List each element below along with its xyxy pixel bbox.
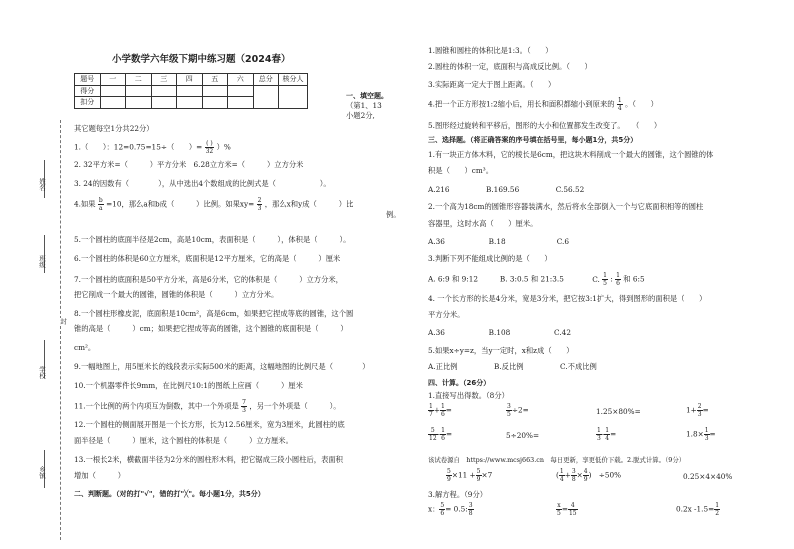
- watermark-and-subheading: 该试卷源自 https://www.mcsj663.cn 每日更新，享更低价下载。2.脱式计算。（9分）: [428, 456, 686, 464]
- calc-item: 1+ $\frac{2}{3}$ =: [686, 403, 709, 418]
- score-cell[interactable]: [100, 85, 126, 97]
- choice-5: 5.如果x÷y=z，当y一定时，x和z成（ ）: [428, 346, 574, 355]
- calc-item: $\frac{5}{12}$ - $\frac{1}{6}$ =: [429, 427, 453, 442]
- text-line: 把它削成一个最大的圆锥，圆锥的体积是（ ）立方分米。: [74, 290, 279, 299]
- question-8: 8.一个圆柱形橡皮泥，底面积是10cm²，高是6cm，如果把它捏成等底的圆锥，这个圆: [74, 309, 354, 318]
- choice-2: 2.一个高为18cm的圆锥形容器装满水，然后将水全部倒入一个与它底面积相等的圆柱: [428, 202, 704, 211]
- score-cell[interactable]: [151, 85, 177, 97]
- question-7: 7.一个圆柱的底面积是50平方分米，高是6分米，它的体积是（ ）立方分米，: [74, 275, 343, 284]
- score-cell[interactable]: [228, 97, 254, 109]
- calc-subheading-3: 3.解方程。（9分）: [428, 490, 488, 499]
- question-4: 4.如果 $\frac{b}{a}$ =10，那么a和b成（ ）比例。如果xy= $\frac{2}{3}$ ，那么x和y成（ ）比: [74, 197, 354, 212]
- fraction: $\frac{( )}{32}$: [205, 140, 214, 155]
- choice-1-options: A.216 B.169.56 C.56.52: [428, 185, 585, 194]
- side-note-line: （第1、13: [346, 101, 382, 110]
- score-header-cell: 二: [126, 74, 152, 86]
- equation-item: $\frac{x}{5}$ = $\frac{4}{15}$: [557, 502, 577, 517]
- score-header-cell: 四: [177, 74, 203, 86]
- fraction: $\frac{2}{3}$: [257, 197, 262, 212]
- score-row-label: 得分: [75, 85, 101, 97]
- score-row-label: 扣分: [75, 97, 101, 109]
- fraction: $\frac{b}{a}$: [98, 197, 103, 212]
- fraction: $\frac{1}{6}$: [616, 272, 620, 287]
- text-line: 积是（ ）cm³。: [428, 166, 494, 175]
- text-line: 容器里，这时水高（ ）厘米。: [428, 219, 538, 228]
- score-cell[interactable]: [202, 85, 228, 97]
- score-header-cell: 五: [202, 74, 228, 86]
- side-note-line: 小题2分,: [346, 111, 375, 120]
- binding-dashed-line: [60, 120, 61, 540]
- choice-5-options: A.正比例 B.反比例 C.不成比例: [428, 362, 597, 371]
- choice-4-options: A.36 B.108 C.42: [428, 328, 571, 337]
- question-13: 13.一根长2米，横截面半径为2分米的圆柱形木料，把它锯成三段小圆柱后，表面积: [74, 455, 343, 464]
- text-line: 平方分米。: [428, 310, 465, 319]
- judge-3: 3.实际距离一定大于图上距离。（ ）: [428, 80, 556, 89]
- binding-label-name: 姓名: [38, 178, 46, 191]
- score-cell[interactable]: [151, 97, 177, 109]
- text-line: 增加（ ）: [74, 471, 126, 480]
- calc-item: 1.25×80%=: [596, 407, 641, 416]
- question-9: 9.一幅地图上，用5厘米长的线段表示实际500米的距离，这幅地图的比例尺是（ ）: [74, 362, 370, 371]
- score-header-cell: 六: [228, 74, 254, 86]
- score-table-row: [75, 85, 308, 97]
- expr-item: ( $\frac{1}{4}$ + $\frac{3}{8}$ × $\frac{4}{9}$ ) ÷50%: [556, 468, 622, 483]
- question-12: 12.一个圆柱的侧面展开图是一个长方形，长为12.56厘米，宽为3厘米，此圆柱的底: [74, 420, 345, 429]
- section-heading-choice: 三、选择题。（将正确答案的序号填在括号里，每小题1分，共5分）: [428, 136, 638, 144]
- binding-label-class: 班级: [38, 255, 46, 268]
- question-2: 2. 32平方米=（ ）平方分米 6.28立方米=（ ）立方分米: [74, 160, 304, 169]
- choice-4: 4. 一个长方形的长是4分米，宽是3分米，把它按3:1扩大，得到图形的面积是（ ）: [428, 294, 707, 303]
- calc-item: $\frac{1}{3}$ - $\frac{1}{4}$ =: [597, 427, 617, 442]
- calc-item: 1.8× $\frac{1}{3}$ =: [686, 427, 716, 442]
- section-heading-fill: 一、填空题。: [346, 92, 388, 100]
- expr-item: 0.25×4×40%: [683, 472, 733, 481]
- equation-item: 0.2x -1.5= $\frac{1}{2}$: [676, 502, 720, 517]
- choice-1: 1.有一块正方体木料，它的棱长是6cm，把这块木料削成一个最大的圆锥，这个圆锥的体: [428, 150, 714, 159]
- score-cell[interactable]: [177, 97, 203, 109]
- score-header-cell: 总分: [253, 74, 279, 86]
- score-cell[interactable]: [279, 85, 308, 108]
- judge-5: 5.图形经过旋转和平移后，图形的大小和位置都发生改变了。 （ ）: [428, 121, 662, 130]
- score-cell[interactable]: [253, 85, 279, 108]
- score-header-cell: 一: [100, 74, 126, 86]
- section-heading-calc: 四、计算。（26分）: [428, 379, 491, 387]
- fraction: $\frac{1}{4}$: [617, 97, 622, 112]
- score-table: [74, 73, 308, 109]
- binding-margin: [0, 0, 74, 549]
- judge-4: 4.把一个正方形按1:2缩小后，用长和面积都缩小到原来的 $\frac{1}{4}$ 。（ ）: [428, 97, 658, 112]
- question-11: 11.一个比例的两个内项互为倒数，其中一个外项是 $\frac{7}{3}$ ，另一个外项是（ ）。: [74, 399, 341, 414]
- question-3: 3. 24的因数有（ ），从中选出4个数组成的比例式是（ ）。: [74, 179, 331, 188]
- text-line: 锥的高是（ ）cm；如果把它捏成等高的圆锥，这个圆锥的底面积是（ ）: [74, 324, 348, 333]
- score-cell[interactable]: [177, 85, 203, 97]
- score-header-cell: 三: [151, 74, 177, 86]
- score-cell[interactable]: [100, 97, 126, 109]
- text-line: 其它题每空1分共22分）: [74, 124, 154, 133]
- question-6: 6.一个圆柱的体积是60立方厘米，底面积是12平方厘米，它的高是（ ）厘米: [74, 254, 341, 263]
- binding-seal-mark: 封: [59, 318, 67, 325]
- score-cell[interactable]: [202, 97, 228, 109]
- text-line: cm²。: [74, 343, 96, 352]
- expr-item: $\frac{5}{9}$ ×11 + $\frac{5}{9}$ ×7: [447, 468, 493, 483]
- score-table-header-row: [75, 74, 308, 86]
- fraction: $\frac{1}{5}$: [603, 272, 607, 287]
- score-cell[interactable]: [126, 85, 152, 97]
- calc-subheading-1: 1.直接写出得数。（8分）: [428, 391, 509, 400]
- binding-label-town: 乡镇: [38, 466, 46, 479]
- calc-item: 5÷20%=: [506, 431, 540, 440]
- score-header-cell: 核分人: [279, 74, 308, 86]
- choice-3-options: A. 6:9 和 9:12 B. 3:0.5 和 21:3.5 C. $\frac{1}{5}$ : $\frac{1}{6}$ 和 6:5: [428, 272, 645, 287]
- question-5: 5.一个圆柱的底面半径是2cm，高是10cm，表面积是（ ），体积是（ ）。: [74, 235, 351, 244]
- question-10: 10.一个机器零件长9mm，在比例尺10:1的图纸上应画（ ）厘米: [74, 381, 303, 390]
- fraction: $\frac{7}{3}$: [242, 399, 246, 414]
- choice-2-options: A.36 B.18 C.6: [428, 237, 569, 246]
- section-heading-judge: 二、判断题。（对的打"√"，错的打"╳"。每小题1分，共5分）: [74, 490, 265, 498]
- text-line: 面半径是（ ）厘米，这个圆柱的体积是（ ）立方厘米。: [74, 436, 293, 445]
- score-cell[interactable]: [228, 85, 254, 97]
- judge-2: 2.圆柱的体积一定，底面积与高成反比例。（ ）: [428, 62, 592, 71]
- score-cell[interactable]: [126, 97, 152, 109]
- calc-item: $\frac{3}{5}$ ÷2=: [507, 403, 529, 418]
- score-header-cell: 题号: [75, 74, 101, 86]
- binding-label-school: 学校: [38, 366, 46, 379]
- equation-item: x： $\frac{5}{6}$ = 0.5: $\frac{3}{8}$: [428, 502, 473, 517]
- page-title: 小学数学六年级下期中练习题（2024春）: [112, 54, 291, 65]
- text-line: 例。: [386, 210, 401, 219]
- calc-item: $\frac{1}{7}$ + $\frac{1}{6}$ =: [429, 403, 452, 418]
- judge-1: 1.圆锥和圆柱的体积比是1:3。（ ）: [428, 46, 553, 55]
- choice-3: 3.判断下列不能组成比例的是（ ）: [428, 254, 552, 263]
- question-1: 1.（ ）：12=0.75=15÷（ ）= $\frac{( )}{32}$ ）%: [74, 140, 231, 155]
